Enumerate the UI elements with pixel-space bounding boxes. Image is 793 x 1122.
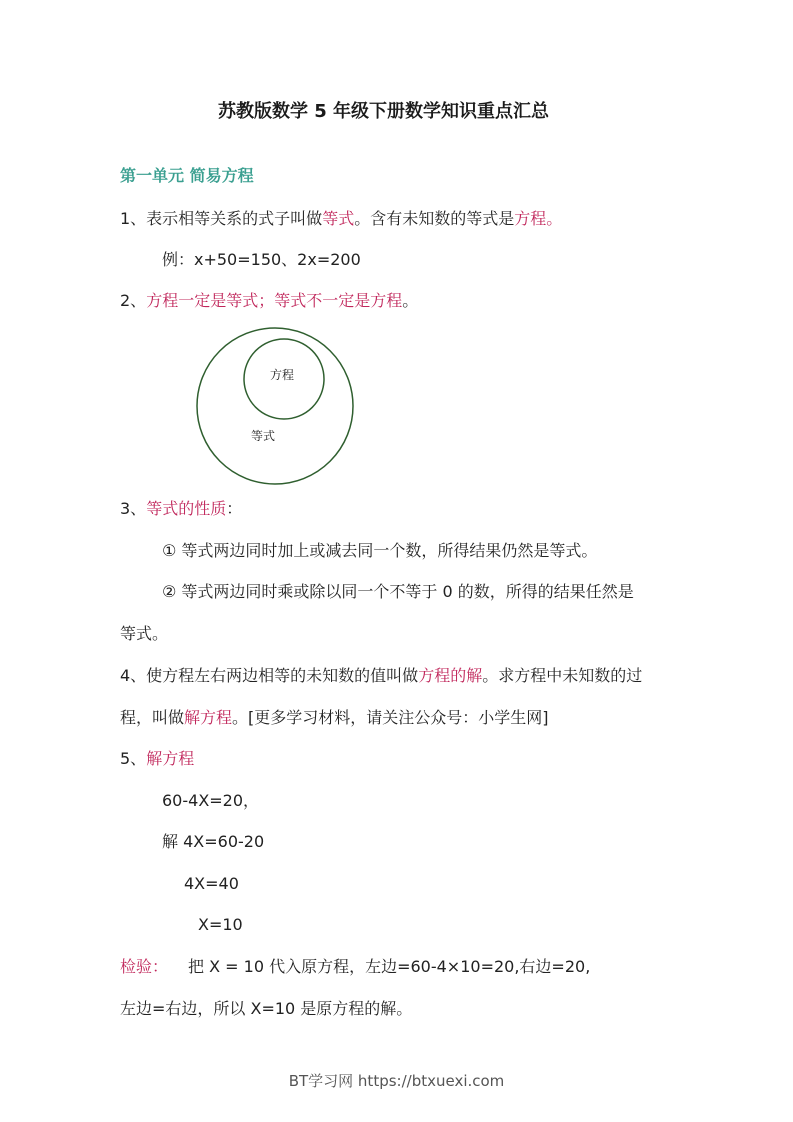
p4-text-f: 。[更多学习材料，请关注公众号：小学生网] — [232, 708, 549, 727]
outer-circle — [197, 328, 353, 484]
check-line — [120, 956, 590, 978]
p4-text-c: 。求方程中未知数的过 — [482, 666, 643, 685]
p1-text-c: 。含有未知数的等式是 — [354, 209, 515, 228]
footer-watermark: BT学习网 https://btxuexi.com — [288, 1072, 505, 1090]
p1-term-fangcheng: 方程 — [514, 209, 547, 228]
unit-heading: 第一单元 简易方程 — [120, 166, 254, 185]
check-text: 把 X = 10 代入原方程，左边=60-4×10=20,右边=20, — [188, 957, 591, 976]
paragraph-4-line-2 — [120, 707, 549, 729]
page-title: 苏教版数学 5 年级下册数学知识重点汇总 — [218, 101, 550, 122]
paragraph-1 — [120, 208, 562, 230]
p1-term-equation: 等式 — [322, 209, 355, 228]
property-2: ② 等式两边同时乘或除以同一个不等于 0 的数，所得的结果任然是 — [162, 582, 634, 601]
property-2-continuation: 等式。 — [120, 624, 169, 643]
p1-text-e: 。 — [546, 209, 563, 228]
p5-text-a: 5、 — [120, 749, 147, 768]
check-conclusion: 左边=右边，所以 X=10 是原方程的解。 — [120, 999, 413, 1018]
paragraph-4 — [120, 665, 642, 687]
paragraph-3 — [120, 498, 242, 520]
p3-text-a: 3、 — [120, 499, 147, 518]
venn-diagram — [190, 322, 420, 490]
p5-highlight: 解方程 — [146, 749, 195, 768]
p3-text-c: ： — [226, 499, 243, 518]
solve-step-3: 4X=40 — [184, 874, 239, 893]
p2-text-a: 2、 — [120, 291, 147, 310]
property-1: ① 等式两边同时加上或减去同一个数，所得结果仍然是等式。 — [162, 541, 598, 560]
p4-text-a: 4、使方程左右两边相等的未知数的值叫做 — [120, 666, 419, 685]
outer-circle-label: 等式 — [251, 429, 276, 443]
p2-text-c: 。 — [402, 291, 419, 310]
venn-svg — [190, 322, 420, 490]
p4-text-d: 程，叫做 — [120, 708, 185, 727]
p3-highlight: 等式的性质 — [146, 499, 227, 518]
example-1: 例：x+50=150、2x=200 — [162, 250, 361, 269]
check-label: 检验： — [120, 957, 169, 976]
solve-step-2: 解 4X=60-20 — [162, 832, 265, 851]
solve-step-4: X=10 — [198, 915, 243, 934]
p4-term-solving: 解方程 — [184, 708, 233, 727]
solve-step-1: 60-4X=20， — [162, 791, 260, 810]
p2-highlight: 方程一定是等式；等式不一定是方程 — [146, 291, 403, 310]
paragraph-2 — [120, 290, 418, 312]
paragraph-5 — [120, 748, 194, 770]
p4-term-solution: 方程的解 — [418, 666, 483, 685]
inner-circle-label: 方程 — [270, 368, 295, 382]
p1-text-a: 1、表示相等关系的式子叫做 — [120, 209, 323, 228]
